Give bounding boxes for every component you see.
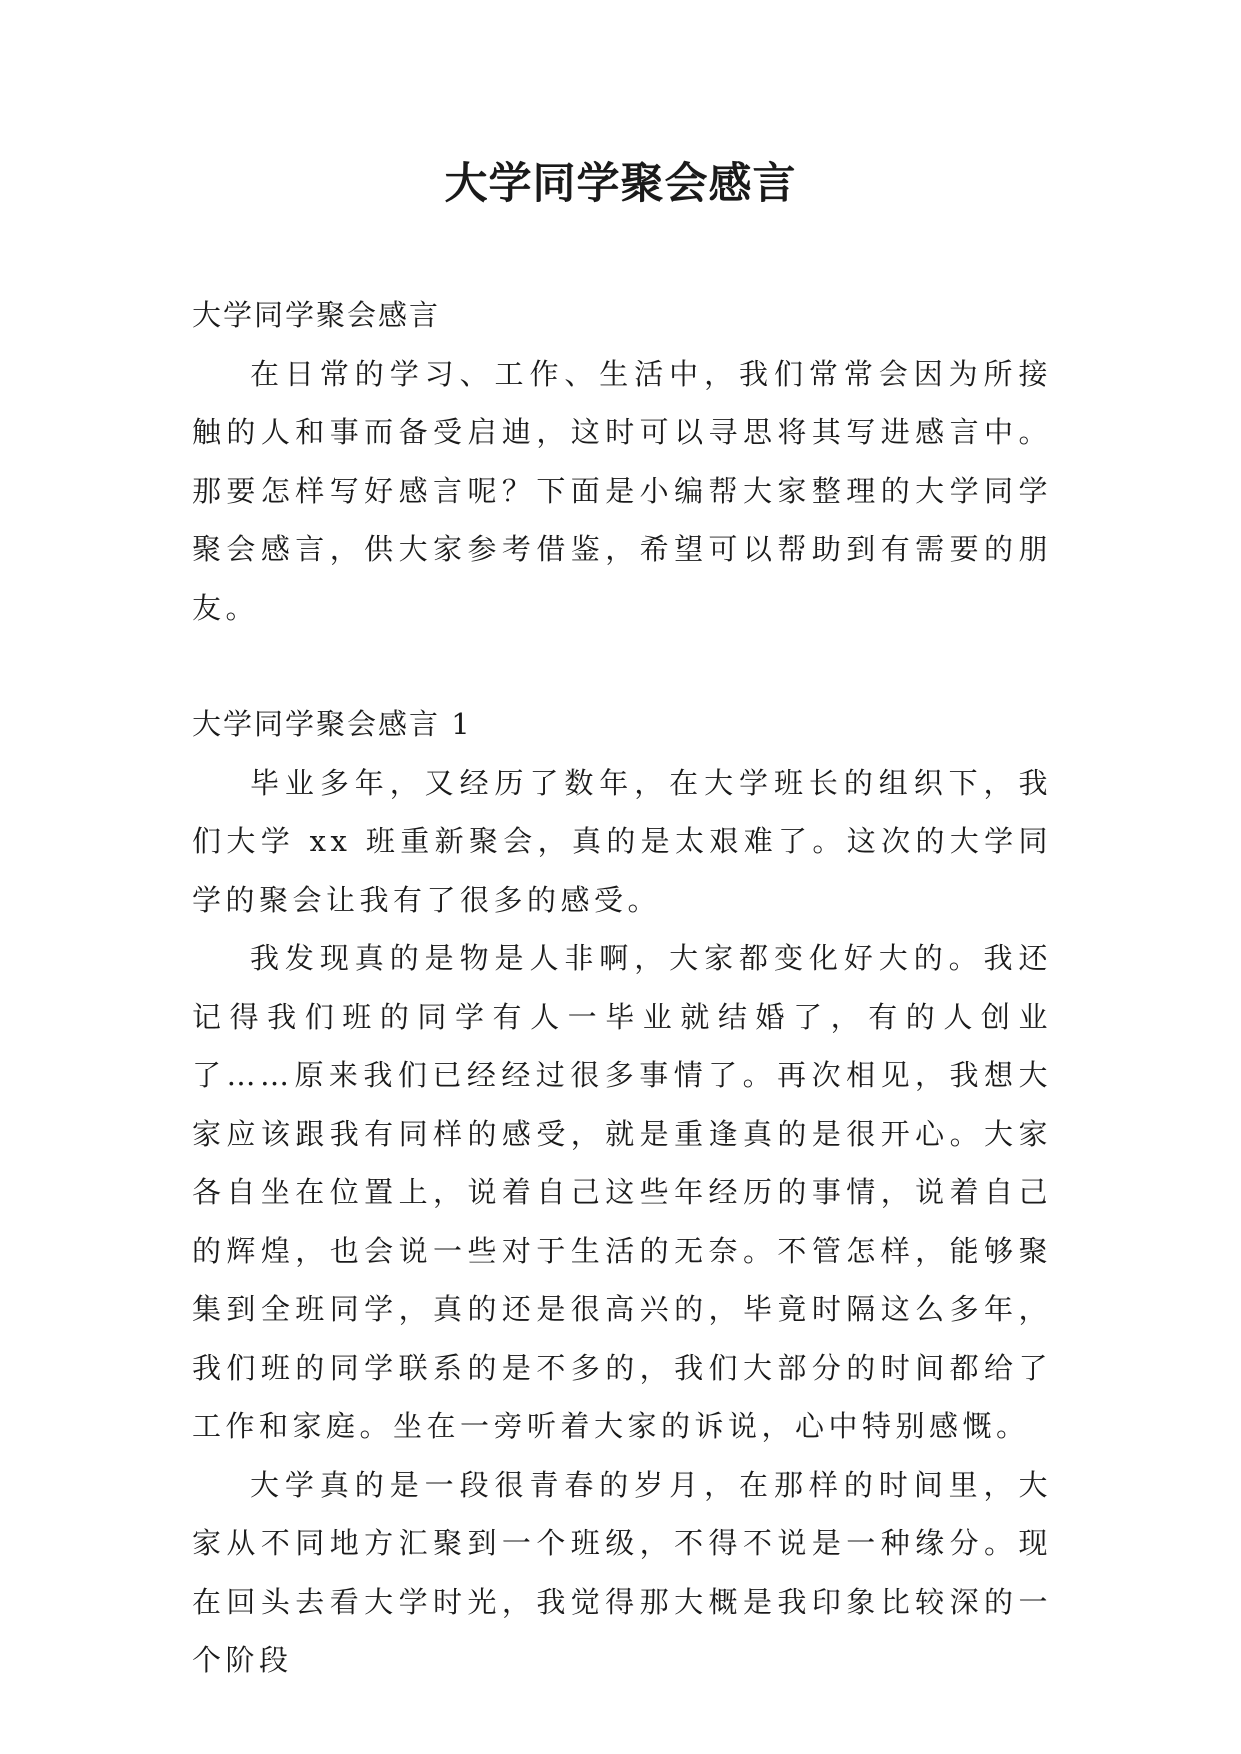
paragraph: 毕业多年，又经历了数年，在大学班长的组织下，我们大学 xx 班重新聚会，真的是太艰难了。这次的大学同学的聚会让我有了很多的感受。: [192, 765, 1052, 917]
section-heading: 大学同学聚会感言 1: [192, 707, 472, 741]
document-body: [192, 286, 1052, 1690]
intro-section: [192, 286, 1052, 637]
paragraph: 大学真的是一段很青春的岁月，在那样的时间里，大家从不同地方汇聚到一个班级，不得不说是一种缘分。现在回头去看大学时光，我觉得那大概是我印象比较深的一个阶段: [192, 1467, 1052, 1677]
paragraph: 在日常的学习、工作、生活中，我们常常会因为所接触的人和事而备受启迪，这时可以寻思将其写进感言中。那要怎样写好感言呢？下面是小编帮大家整理的大学同学聚会感言，供大家参考借鉴，希望可以帮助到有需要的朋友。: [192, 356, 1052, 625]
section-1: [192, 695, 1052, 1690]
paragraph: 我发现真的是物是人非啊，大家都变化好大的。我还记得我们班的同学有人一毕业就结婚了，有的人创业了……原来我们已经经过很多事情了。再次相见，我想大家应该跟我有同样的感受，就是重逢真的是很开心。大家各自坐在位置上，说着自己这些年经历的事情，说着自己的辉煌，也会说一些对于生活的无奈。不管怎样，能够聚集到全班同学，真的还是很高兴的，毕竟时隔这么多年，我们班的同学联系的是不多的，我们大部分的时间都给了工作和家庭。坐在一旁听着大家的诉说，心中特别感慨。: [192, 941, 1052, 1443]
section-heading: 大学同学聚会感言: [192, 298, 441, 332]
document-title: 大学同学聚会感言: [444, 159, 797, 209]
section-spacer: [192, 637, 1052, 695]
